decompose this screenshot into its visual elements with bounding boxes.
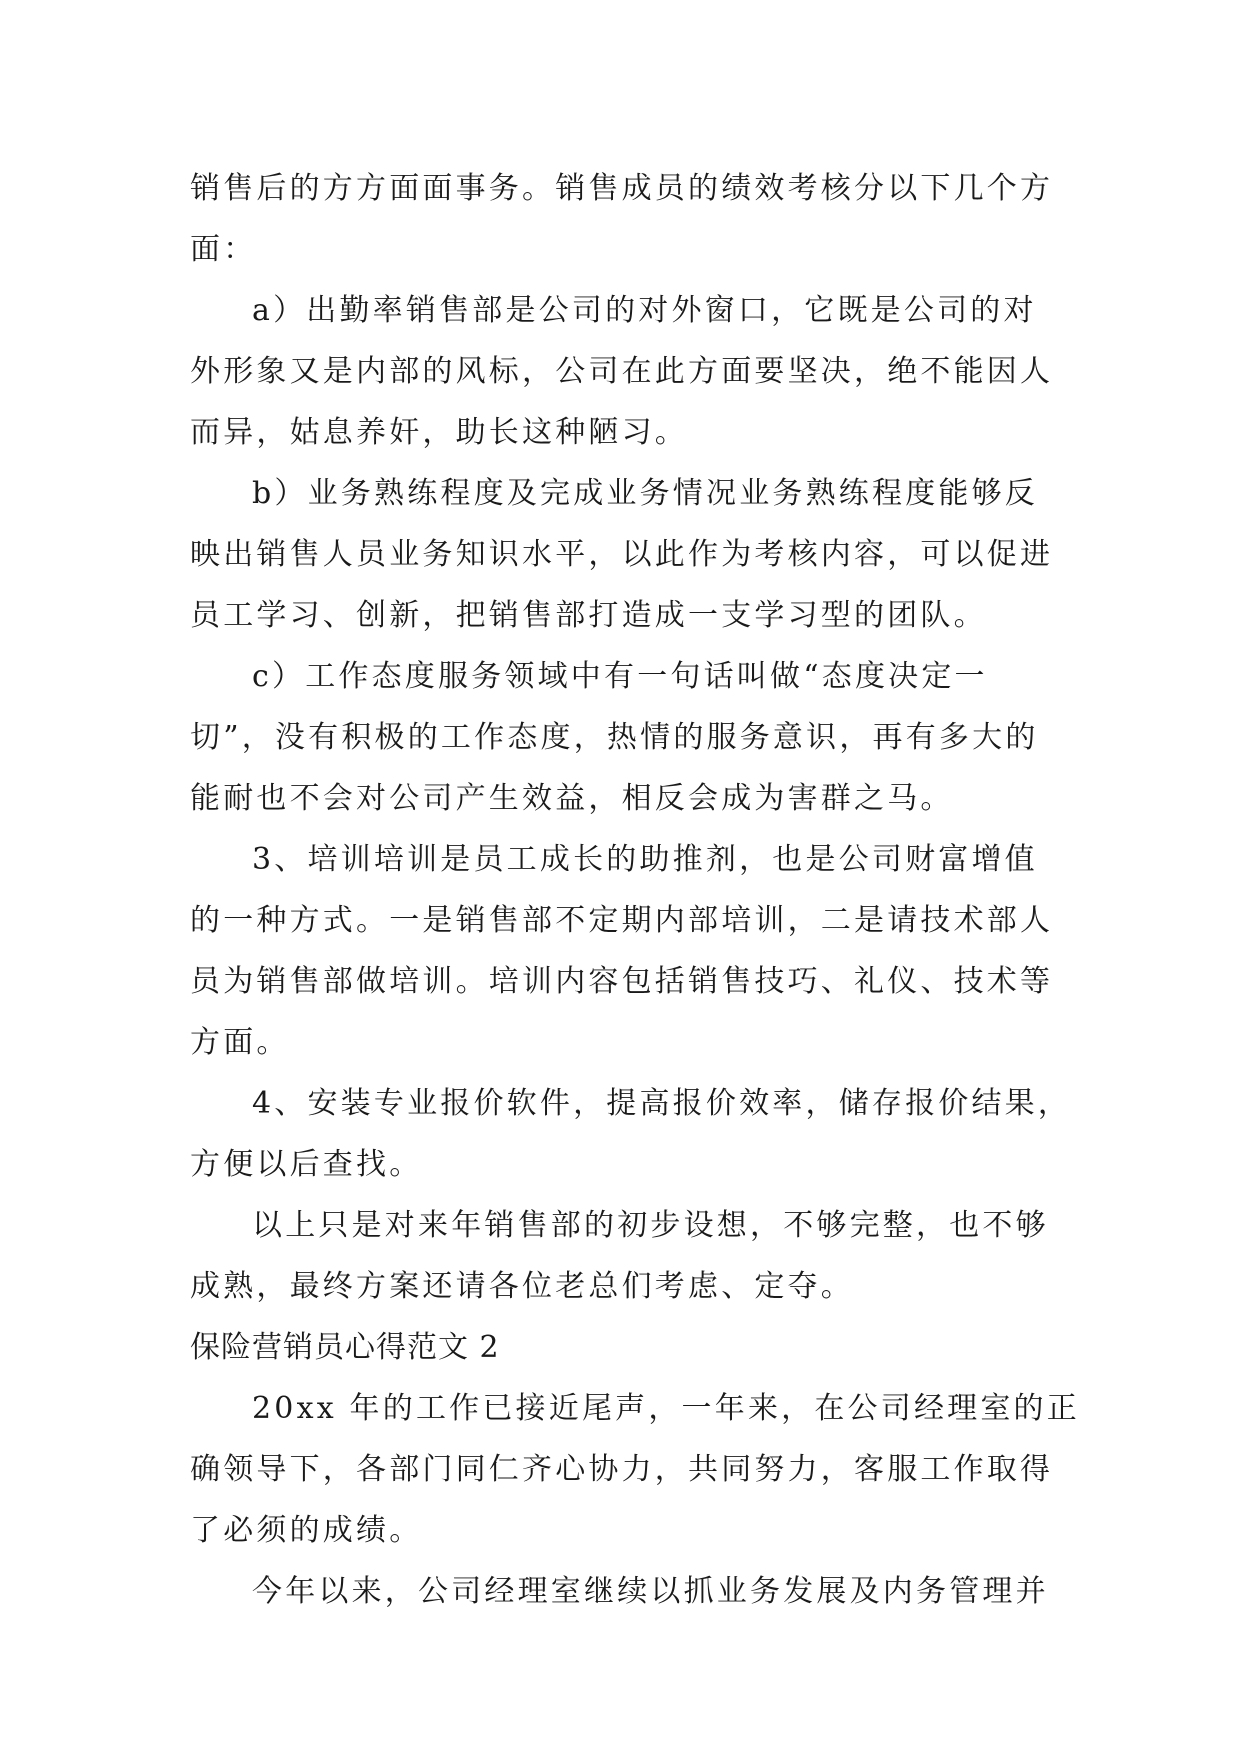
paragraph-year-summary [190,1378,1080,1561]
paragraph-work-attitude [190,646,1052,829]
document-body [190,158,1080,1622]
text-line: 4、安装专业报价软件，提高报价效率，储存报价结果， [252,1086,1072,1121]
paragraph-conclusion [190,1195,1052,1317]
text-line: a）出勤率销售部是公司的对外窗口，它既是公司的对 [252,293,1037,328]
text-line: 20xx 年的工作已接近尾声，一年来，在公司经理室的正 [252,1391,1080,1426]
paragraph-sales-affairs [190,158,1052,280]
text-line: 的一种方式。一是销售部不定期内部培训，二是请技术部人 [190,903,1054,938]
paragraph-this-year [190,1561,1052,1622]
paragraph-business-proficiency [190,463,1052,646]
text-line: 确领导下，各部门同仁齐心协力，共同努力，客服工作取得 [190,1452,1054,1487]
text-line: 成熟，最终方案还请各位老总们考虑、定夺。 [190,1269,854,1304]
text-line: 外形象又是内部的风标，公司在此方面要坚决，绝不能因人 [190,354,1054,389]
text-line: 而异，姑息养奸，助长这种陋习。 [190,415,688,450]
text-line: 以上只是对来年销售部的初步设想，不够完整，也不够 [252,1208,1049,1243]
paragraph-quote-software [190,1073,1072,1195]
paragraph-training [190,829,1052,1073]
text-line: 了必须的成绩。 [190,1513,423,1548]
text-line: 能耐也不会对公司产生效益，相反会成为害群之马。 [190,781,954,816]
section-heading: 保险营销员心得范文 2 [190,1330,500,1365]
text-line: 3、培训培训是员工成长的助推剂，也是公司财富增值 [252,842,1038,877]
text-line: c）工作态度服务领域中有一句话叫做“态度决定一 [252,659,988,694]
paragraph-attendance [190,280,1052,463]
text-line: 员为销售部做培训。培训内容包括销售技巧、礼仪、技术等 [190,964,1054,999]
text-line: b）业务熟练程度及完成业务情况业务熟练程度能够反 [252,476,1039,511]
text-line: 销售后的方方面面事务。销售成员的绩效考核分以下几个方 [190,171,1054,206]
text-line: 员工学习、创新，把销售部打造成一支学习型的团队。 [190,598,987,633]
text-line: 面： [190,232,257,267]
text-line: 映出销售人员业务知识水平，以此作为考核内容，可以促进 [190,537,1054,572]
text-line: 方面。 [190,1025,290,1060]
text-line: 切”，没有积极的工作态度，热情的服务意识，再有多大的 [190,720,1039,755]
text-line: 方便以后查找。 [190,1147,423,1182]
text-line: 今年以来，公司经理室继续以抓业务发展及内务管理并 [252,1574,1049,1609]
